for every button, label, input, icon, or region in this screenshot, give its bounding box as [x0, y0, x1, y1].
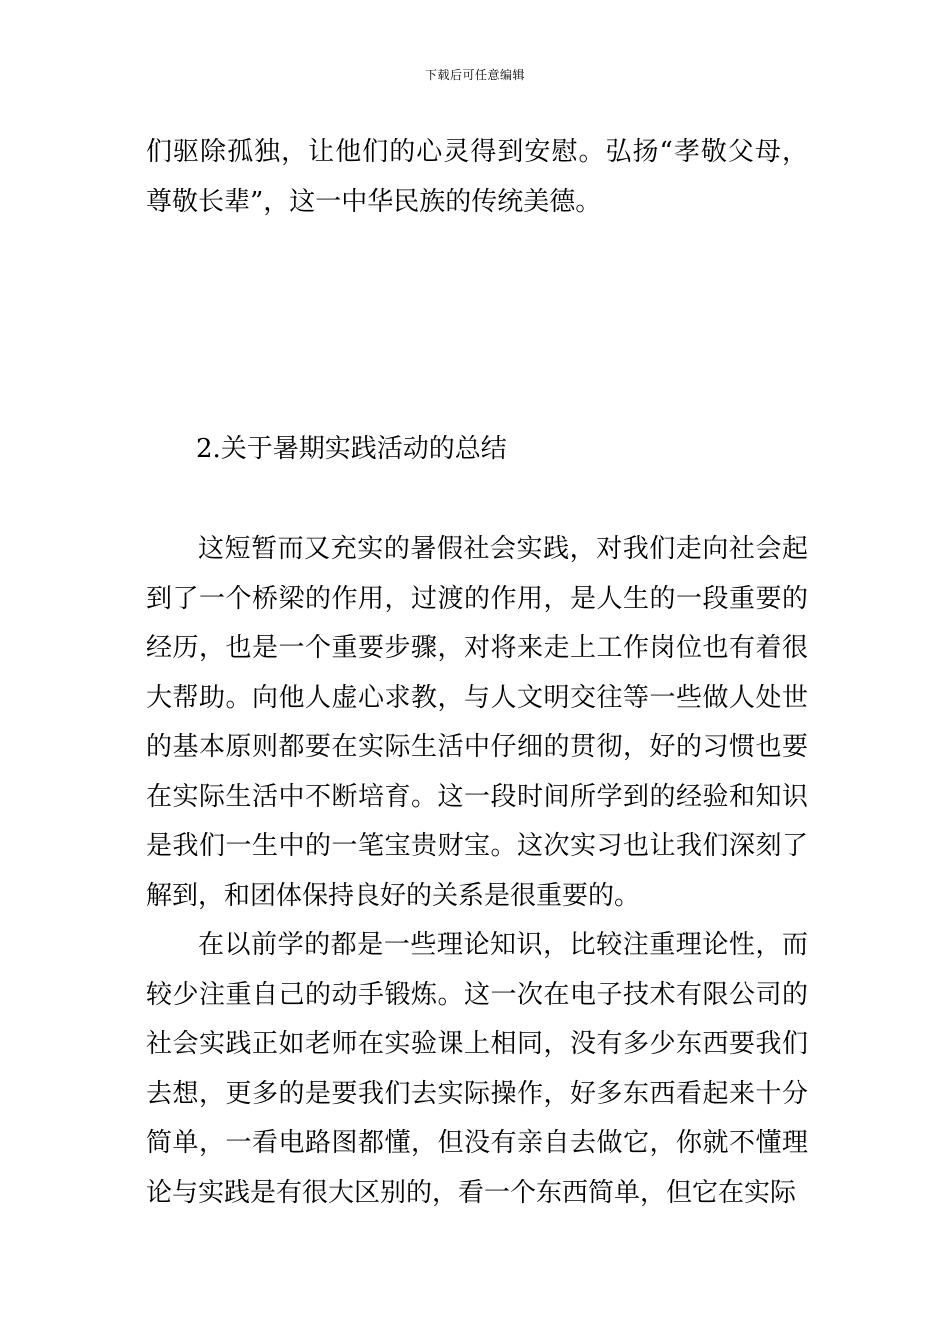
section-heading: 2.关于暑期实践活动的总结 [196, 434, 507, 464]
intro-text-block [146, 128, 808, 227]
intro-paragraph: 们驱除孤独，让他们的心灵得到安慰。弘扬“孝敬父母，尊敬长辈”，这一中华民族的传统美德。 [146, 137, 808, 217]
section-body [146, 525, 808, 1218]
body-paragraph-1: 这短暂而又充实的暑假社会实践，对我们走向社会起到了一个桥梁的作用，过渡的作用，是人生的一段重要的经历，也是一个重要步骤，对将来走上工作岗位也有着很大帮助。向他人虚心求教，与人文明交往等一些做人处世的基本原则都要在实际生活中仔细的贯彻，好的习惯也要在实际生活中不断培育。这一段时间所学到的经验和知识是我们一生中的一笔宝贵财宝。这次实习也让我们深刻了解到，和团体保持良好的关系是很重要的。 [146, 534, 808, 911]
page-header-note: 下载后可任意编辑 [424, 68, 525, 82]
body-paragraph-2: 在以前学的都是一些理论知识，比较注重理论性，而较少注重自己的动手锻炼。这一次在电子技术有限公司的社会实践正如老师在实验课上相同，没有多少东西要我们去想，更多的是要我们去实际操作，好多东西看起来十分简单，一看电路图都懂，但没有亲自去做它，你就不懂理论与实践是有很大区别的，看一个东西简单，但它在实际 [146, 930, 808, 1208]
